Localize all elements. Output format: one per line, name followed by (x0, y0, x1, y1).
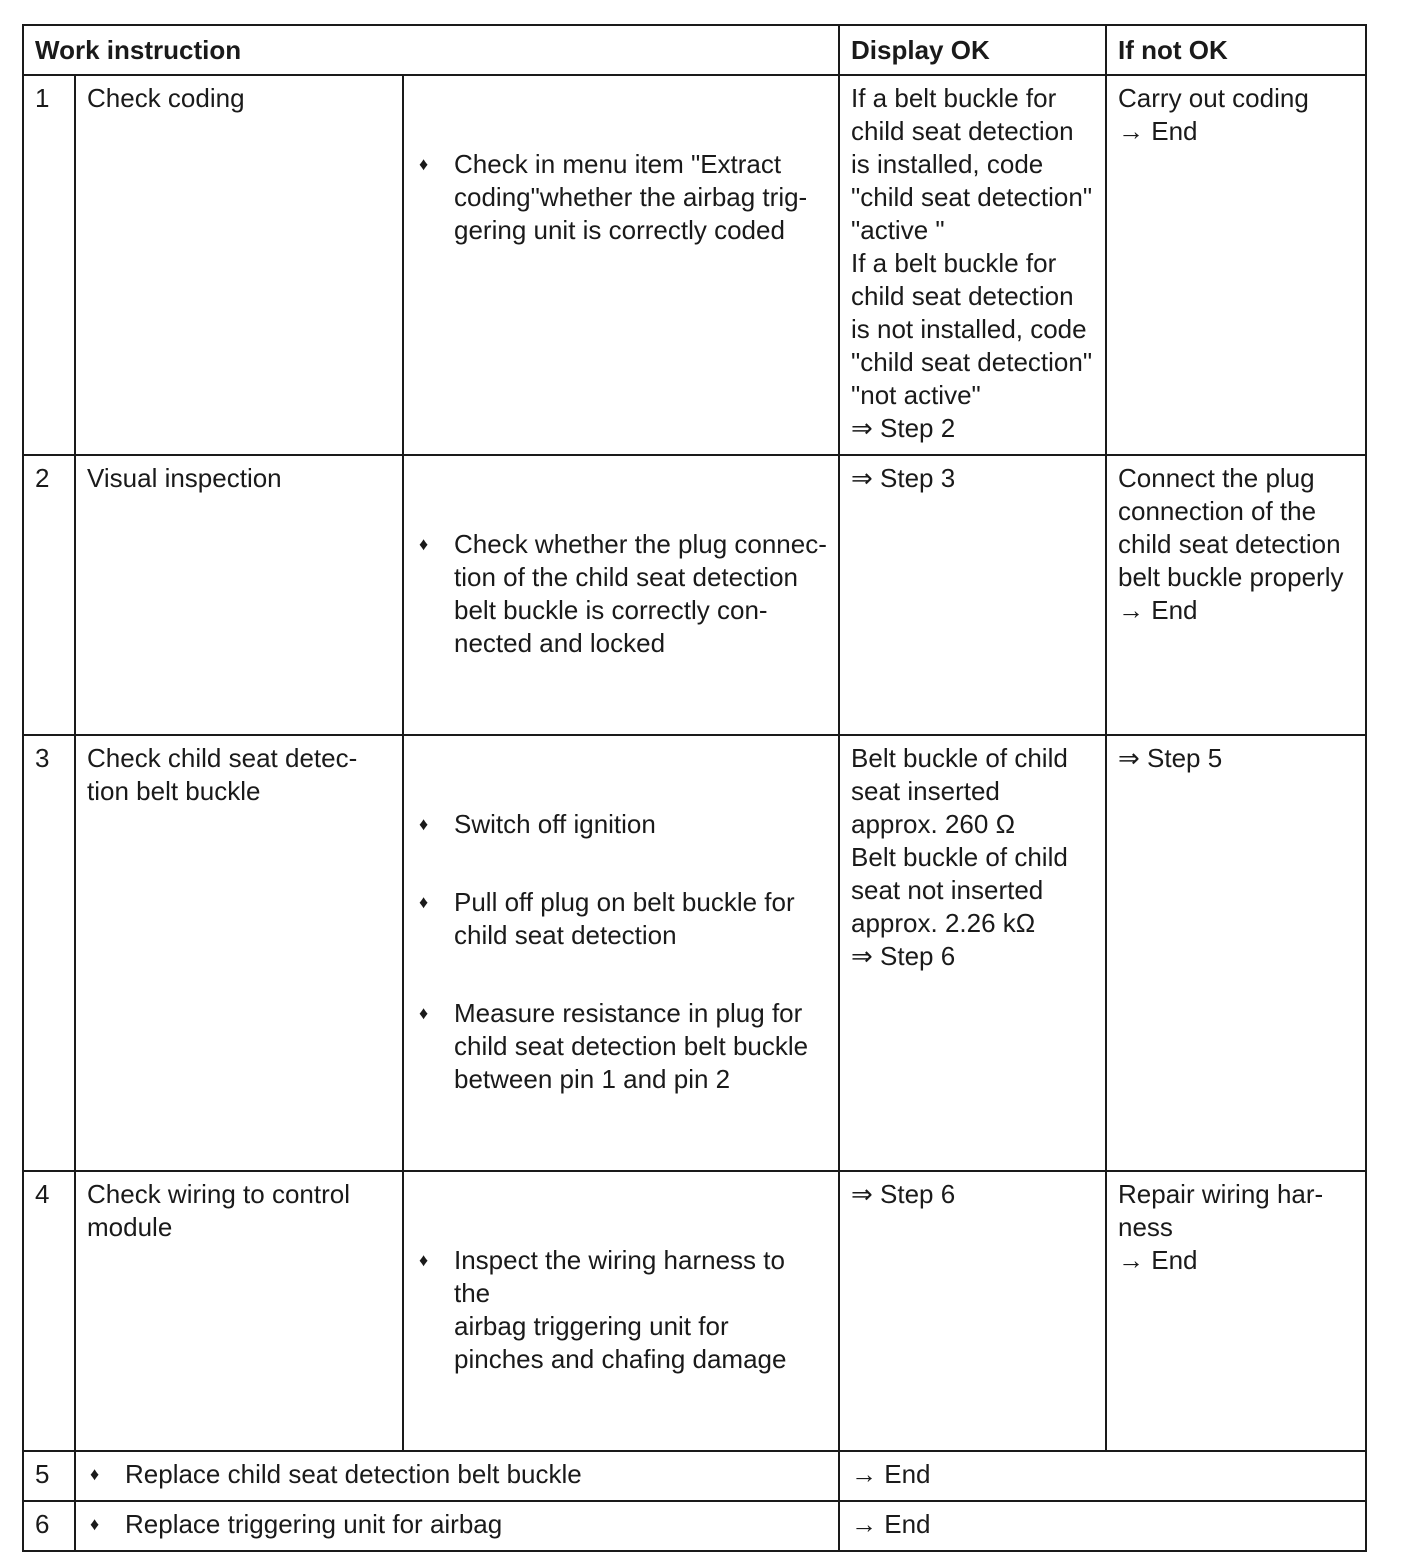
action-text: Switch off ignition (454, 809, 656, 839)
bullet-diamond-icon: ♦ (90, 1464, 100, 1484)
action-text: Pull off plug on belt buckle for child seat detection (454, 887, 795, 950)
if-not-ok-cell: Connect the plug connection of the child seat detection belt buckle properly → End (1106, 455, 1366, 735)
display-ok-cell: ⇒ Step 3 (839, 455, 1106, 735)
header-work-instruction: Work instruction (23, 25, 839, 75)
action-text: Measure resistance in plug for child seat detection belt buckle between pin 1 and pin 2 (454, 998, 809, 1094)
action-text: Replace triggering unit for airbag (125, 1509, 503, 1539)
result-cell: → End (839, 1501, 1366, 1551)
work-instruction-table (22, 24, 1367, 1552)
step-action-span (75, 1451, 839, 1501)
step-actions (403, 735, 839, 1171)
if-not-ok-cell: ⇒ Step 5 (1106, 735, 1366, 1171)
table-row (23, 1501, 1366, 1551)
action-item (415, 148, 828, 247)
step-title: Visual inspection (75, 455, 403, 735)
step-number: 5 (23, 1451, 75, 1501)
bullet-diamond-icon: ♦ (419, 814, 429, 834)
display-ok-cell: If a belt buckle for child seat detection is installed, code "child seat detection" "active " If a belt buckle for child seat detection is not installed, code "child seat detection" "not active" ⇒ Step 2 (839, 75, 1106, 455)
action-text: Check whether the plug connec- tion of the child seat detection belt buckle is correctly con- nected and locked (454, 529, 827, 658)
display-ok-cell: ⇒ Step 6 (839, 1171, 1106, 1451)
header-display-ok: Display OK (839, 25, 1106, 75)
if-not-ok-cell: Repair wiring har- ness → End (1106, 1171, 1366, 1451)
step-actions (403, 1171, 839, 1451)
header-if-not-ok: If not OK (1106, 25, 1366, 75)
result-cell: → End (839, 1451, 1366, 1501)
bullet-diamond-icon: ♦ (419, 154, 429, 174)
table-row (23, 75, 1366, 455)
bullet-diamond-icon: ♦ (419, 534, 429, 554)
bullet-diamond-icon: ♦ (419, 1250, 429, 1270)
step-title: Check child seat detec- tion belt buckle (75, 735, 403, 1171)
action-item (415, 997, 828, 1096)
table-row (23, 735, 1366, 1171)
step-action-span (75, 1501, 839, 1551)
action-text: Replace child seat detection belt buckle (125, 1459, 582, 1489)
action-text: Inspect the wiring harness to the airbag triggering unit for pinches and chafing damage (454, 1245, 787, 1374)
table-row (23, 1171, 1366, 1451)
bullet-diamond-icon: ♦ (90, 1514, 100, 1534)
bullet-diamond-icon: ♦ (419, 892, 429, 912)
action-item (415, 808, 828, 841)
step-number: 2 (23, 455, 75, 735)
table-row (23, 1451, 1366, 1501)
step-number: 4 (23, 1171, 75, 1451)
if-not-ok-cell: Carry out coding → End (1106, 75, 1366, 455)
action-item (415, 1244, 828, 1376)
action-text: Check in menu item "Extract coding"whether the airbag trig- gering unit is correctly coded (454, 149, 808, 245)
display-ok-cell: Belt buckle of child seat inserted approx. 260 Ω Belt buckle of child seat not inserted approx. 2.26 kΩ ⇒ Step 6 (839, 735, 1106, 1171)
header-row (23, 25, 1366, 75)
action-item (415, 886, 828, 952)
bullet-diamond-icon: ♦ (419, 1003, 429, 1023)
action-item (415, 528, 828, 660)
step-number: 6 (23, 1501, 75, 1551)
step-title: Check coding (75, 75, 403, 455)
step-number: 3 (23, 735, 75, 1171)
table-row (23, 455, 1366, 735)
step-title: Check wiring to control module (75, 1171, 403, 1451)
step-actions (403, 75, 839, 455)
step-actions (403, 455, 839, 735)
step-number: 1 (23, 75, 75, 455)
